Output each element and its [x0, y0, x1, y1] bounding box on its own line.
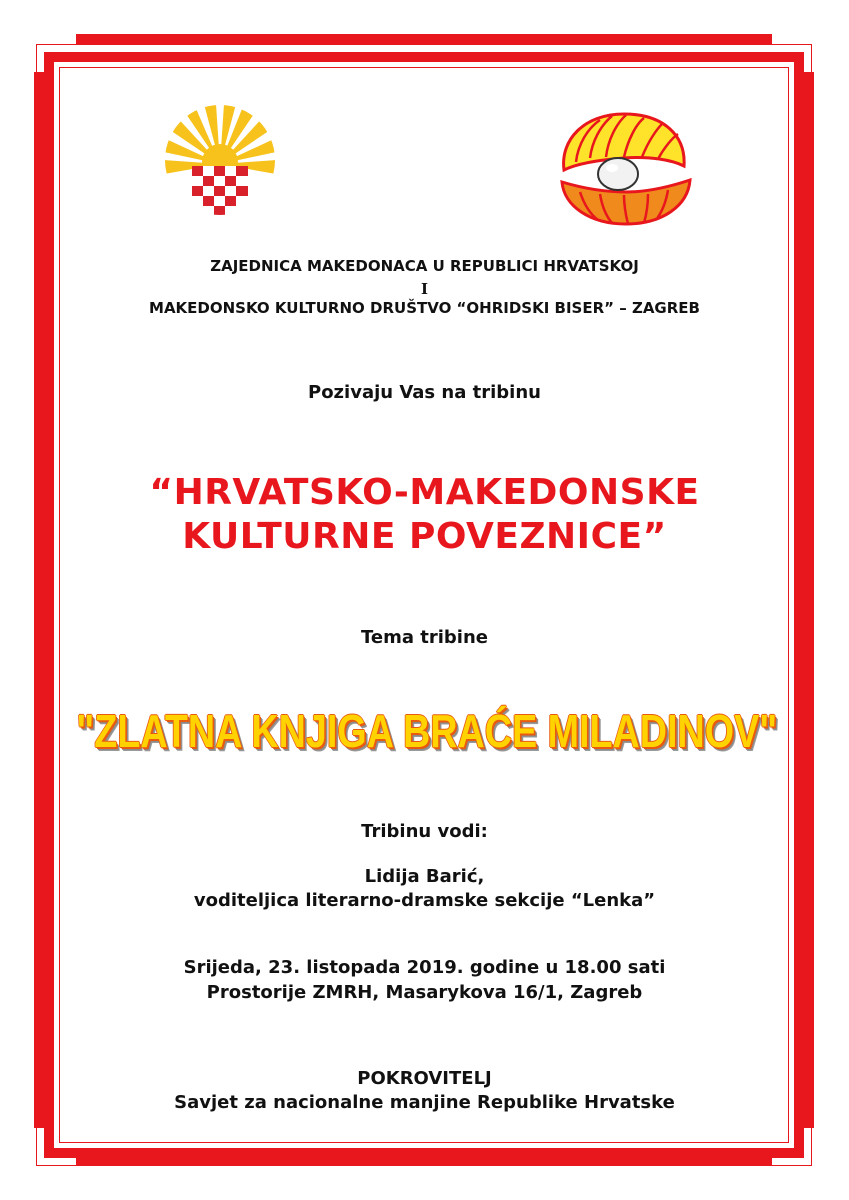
event-datetime: Srijeda, 23. listopada 2019. godine u 18.00 sati — [183, 957, 666, 978]
host-role: voditeljica literarno-dramske sekcije “Lenka” — [193, 890, 656, 911]
frame-corner-bar-top — [76, 34, 772, 44]
conjunction: I — [420, 280, 429, 298]
org-name-ohridski-biser: MAKEDONSKO KULTURNO DRUŠTVO “OHRIDSKI BISER” – ZAGREB — [149, 299, 700, 317]
host-name: Lidija Barić, — [364, 866, 485, 887]
event-venue: Prostorije ZMRH, Masarykova 16/1, Zagreb — [206, 982, 643, 1003]
event-title-line-2: KULTURNE POVEZNICE” — [182, 516, 667, 557]
sun-chessboard-logo — [164, 104, 276, 216]
topic-title: "ZLATNA KNJIGA BRAĆE MILADINOV" — [76, 705, 778, 757]
pearl-shell-logo — [554, 110, 696, 228]
frame-corner-bar-bottom — [76, 1156, 772, 1166]
sponsor-name: Savjet za nacionalne manjine Republike Hrvatske — [174, 1092, 675, 1113]
invitation-text: Pozivaju Vas na tribinu — [308, 382, 541, 403]
sponsor-label: POKROVITELJ — [357, 1068, 492, 1089]
topic-label: Tema tribine — [361, 627, 488, 648]
host-label: Tribinu vodi: — [361, 821, 488, 842]
event-title-line-1: “HRVATSKO-MAKEDONSKE — [149, 472, 700, 513]
org-name-zmrh: ZAJEDNICA MAKEDONACA U REPUBLICI HRVATSKOJ — [210, 257, 639, 275]
